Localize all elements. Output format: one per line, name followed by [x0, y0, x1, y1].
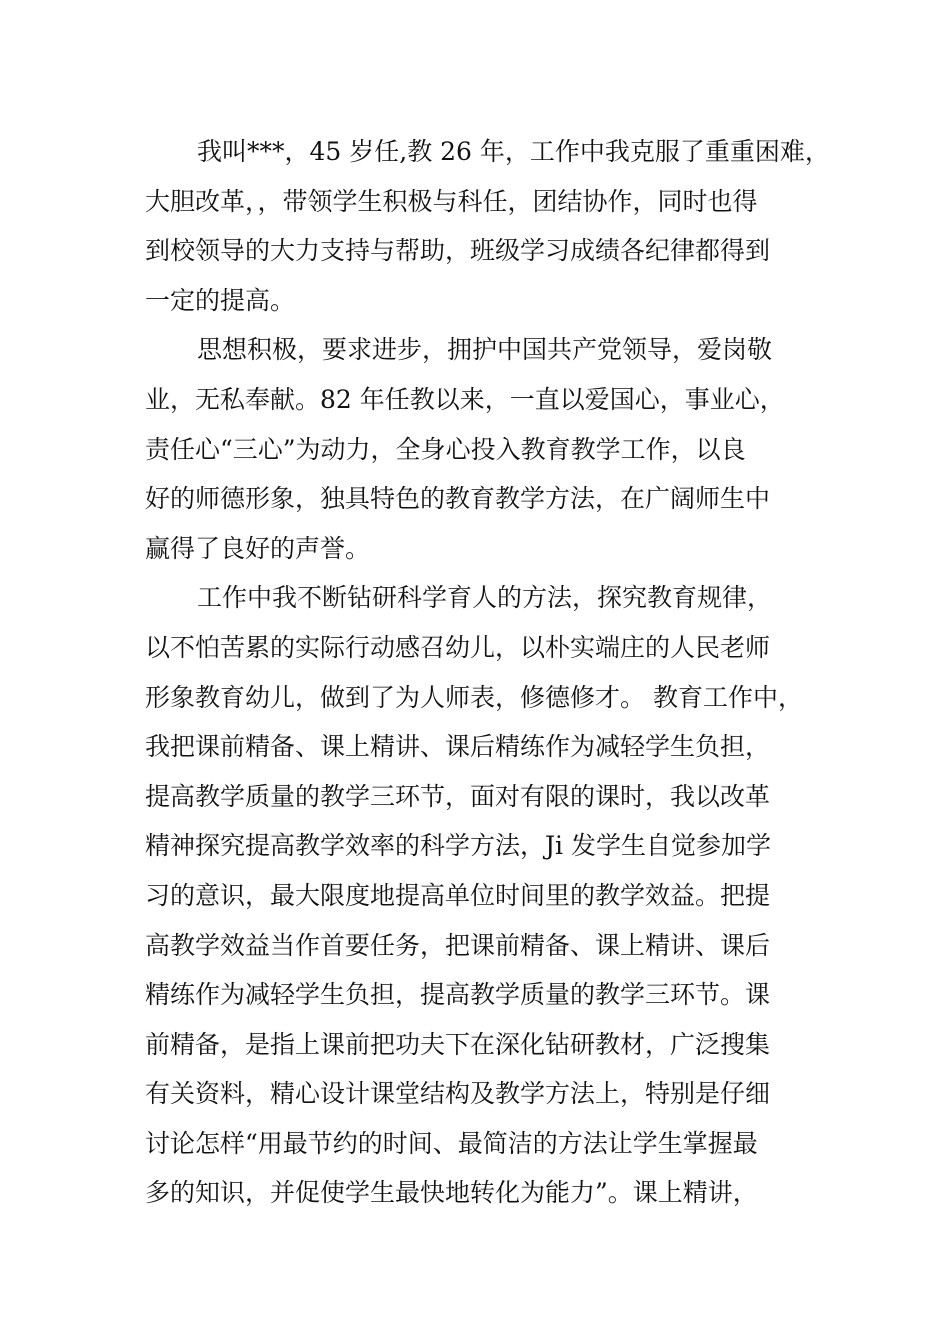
paragraph-2	[145, 325, 835, 573]
text-line: 到校领导的大力支持与帮助，班级学习成绩各纪律都得到	[145, 236, 771, 266]
text-line: 形象教育幼儿，做到了为人师表，修德修才。 教育工作中，	[145, 682, 803, 712]
text-line: 高教学效益当作首要任务，把课前精备、课上精讲、课后	[145, 930, 771, 960]
text-line: 责任心“三心”为动力，全身心投入教育教学工作，以良	[145, 434, 746, 464]
text-line: 提高教学质量的教学三环节，面对有限的课时，我以改革	[145, 781, 771, 811]
text-line: 讨论怎样“用最节约的时间、最简洁的方法让学生掌握最	[145, 1128, 758, 1158]
text-line: 有关资料，精心设计课堂结构及教学方法上，特别是仔细	[145, 1079, 771, 1109]
text-line: 习的意识，最大限度地提高单位时间里的教学效益。把提	[145, 880, 771, 910]
text-line: 我把课前精备、课上精讲、课后精练作为减轻学生负担，	[145, 732, 771, 762]
text-line: 精神探究提高教学效率的科学方法，Ji 发学生自觉参加学	[145, 831, 771, 861]
text-line: 工作中我不断钻研科学育人的方法，探究教育规律，	[197, 583, 773, 613]
paragraph-3	[145, 573, 835, 1218]
text-line: 一定的提高。	[145, 285, 296, 315]
text-line: 业，无私奉献。82 年任教以来，一直以爱国心，事业心，	[145, 384, 785, 414]
text-line: 赢得了良好的声誉。	[145, 533, 371, 563]
text-line: 精练作为减轻学生负担，提高教学质量的教学三环节。课	[145, 980, 771, 1010]
text-line: 思想积极，要求进步，拥护中国共产党领导，爱岗敬	[197, 335, 773, 365]
text-line: 大胆改革，，带领学生积极与科任，团结协作，同时也得	[145, 186, 758, 216]
document-body	[145, 127, 835, 1218]
text-line: 以不怕苦累的实际行动感召幼儿，以朴实端庄的人民老师	[145, 632, 771, 662]
text-line: 我叫***，45 岁任,教 26 年，工作中我克服了重重困难，	[197, 137, 830, 166]
paragraph-1	[145, 127, 835, 325]
text-line: 前精备，是指上课前把功夫下在深化钻研教材，广泛搜集	[145, 1029, 771, 1059]
text-line: 好的师德形象，独具特色的教育教学方法，在广阔师生中	[145, 484, 771, 514]
text-line: 多的知识，并促使学生最快地转化为能力”。课上精讲，	[145, 1178, 758, 1208]
